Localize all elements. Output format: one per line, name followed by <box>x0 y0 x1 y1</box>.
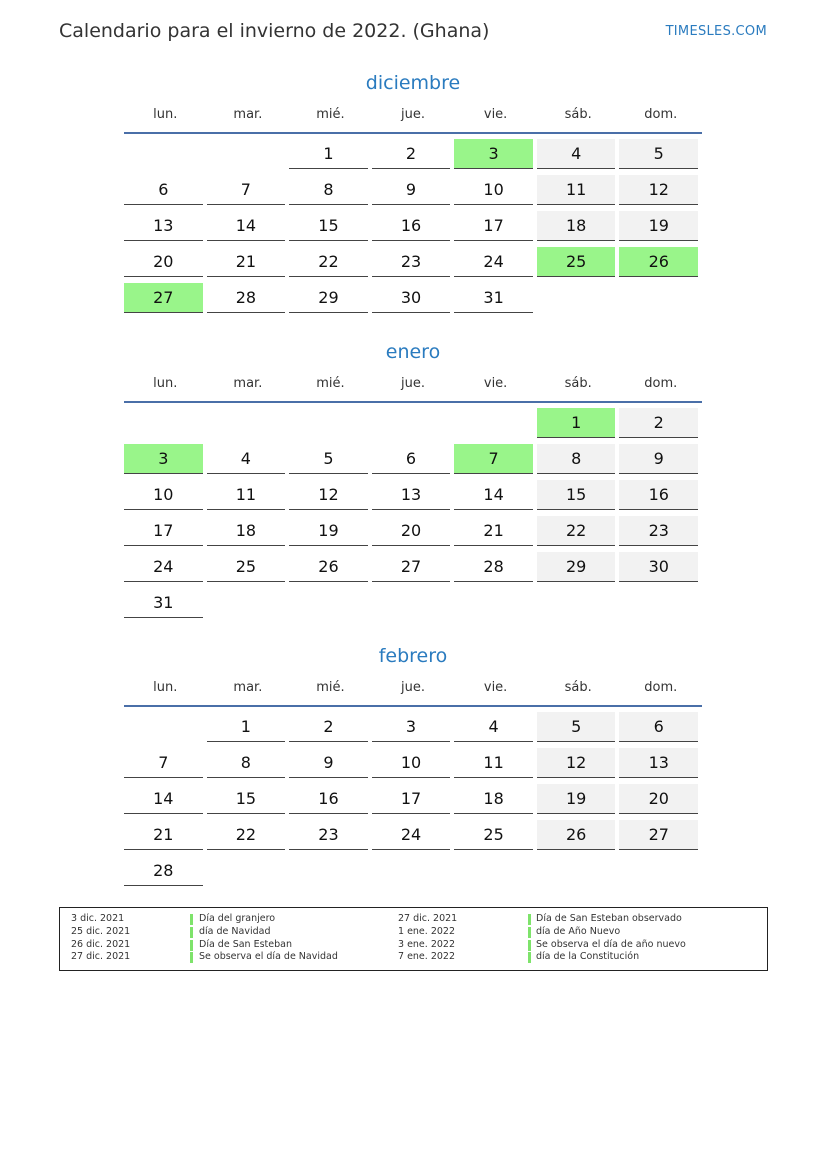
day-cell <box>372 552 455 588</box>
day-cell <box>372 175 455 211</box>
day-number: 10 <box>124 480 203 510</box>
day-number: 1 <box>289 139 368 169</box>
day-cell <box>537 820 620 856</box>
legend-color-marker <box>528 914 531 925</box>
weekday-label: sáb. <box>564 680 592 695</box>
day-number: 3 <box>124 444 203 474</box>
holiday-day-cell <box>454 444 537 480</box>
day-number: 29 <box>289 283 368 313</box>
day-number: 15 <box>207 784 286 814</box>
week-row <box>124 480 702 516</box>
day-cell <box>289 175 372 211</box>
empty-day <box>454 856 537 892</box>
day-cell <box>207 552 290 588</box>
empty-day <box>207 139 290 175</box>
holiday-day-cell <box>124 283 207 319</box>
legend-color-marker <box>528 952 531 963</box>
empty-day <box>537 588 620 624</box>
page-title: Calendario para el invierno de 2022. (Ghana) <box>59 20 490 42</box>
day-cell <box>619 139 702 175</box>
weekday-label: lun. <box>153 107 178 122</box>
day-cell <box>289 444 372 480</box>
day-number: 14 <box>207 211 286 241</box>
day-cell <box>289 480 372 516</box>
week-row <box>124 820 702 856</box>
day-cell <box>207 748 290 784</box>
week-row <box>124 552 702 588</box>
day-number: 23 <box>289 820 368 850</box>
day-number: 11 <box>454 748 533 778</box>
day-cell <box>619 480 702 516</box>
day-number: 18 <box>454 784 533 814</box>
empty-day <box>289 408 372 444</box>
day-number: 21 <box>454 516 533 546</box>
day-number: 20 <box>619 784 698 814</box>
day-cell <box>619 444 702 480</box>
day-number: 24 <box>372 820 451 850</box>
day-cell <box>619 408 702 444</box>
day-number: 11 <box>207 480 286 510</box>
day-number: 17 <box>454 211 533 241</box>
day-number: 7 <box>207 175 286 205</box>
month-title: febrero <box>378 645 448 667</box>
day-cell <box>454 712 537 748</box>
legend-row <box>60 939 767 952</box>
day-number: 30 <box>372 283 451 313</box>
day-number: 5 <box>289 444 368 474</box>
month-diciembre <box>124 70 702 319</box>
day-cell <box>207 516 290 552</box>
day-cell <box>124 480 207 516</box>
weekday-label: dom. <box>644 376 678 391</box>
weekday-label: sáb. <box>564 107 592 122</box>
day-cell <box>124 820 207 856</box>
day-number: 31 <box>454 283 533 313</box>
day-number: 19 <box>289 516 368 546</box>
holiday-legend <box>59 907 768 971</box>
day-cell <box>537 748 620 784</box>
week-row <box>124 784 702 820</box>
day-cell <box>537 552 620 588</box>
week-row <box>124 588 702 624</box>
day-number: 2 <box>289 712 368 742</box>
empty-day <box>124 139 207 175</box>
weekday-label: sáb. <box>564 376 592 391</box>
day-number: 3 <box>454 139 533 169</box>
week-row <box>124 247 702 283</box>
weekday-label: mar. <box>233 107 263 122</box>
day-cell <box>289 552 372 588</box>
day-number: 19 <box>619 211 698 241</box>
day-cell <box>619 784 702 820</box>
day-cell <box>372 820 455 856</box>
day-number: 9 <box>619 444 698 474</box>
day-grid <box>124 139 702 319</box>
empty-day <box>372 408 455 444</box>
day-number: 25 <box>207 552 286 582</box>
day-cell <box>207 712 290 748</box>
day-number: 26 <box>537 820 616 850</box>
week-row <box>124 748 702 784</box>
day-number: 22 <box>537 516 616 546</box>
weekday-label: lun. <box>153 680 178 695</box>
legend-date: 3 ene. 2022 <box>398 938 455 950</box>
weekday-label: jue. <box>401 376 426 391</box>
day-number: 1 <box>207 712 286 742</box>
day-cell <box>207 444 290 480</box>
day-cell <box>619 552 702 588</box>
day-cell <box>454 480 537 516</box>
legend-row <box>60 951 767 964</box>
day-number: 5 <box>537 712 616 742</box>
empty-day <box>537 283 620 319</box>
day-cell <box>289 247 372 283</box>
month-enero <box>124 339 702 624</box>
day-cell <box>207 211 290 247</box>
weekday-label: jue. <box>401 680 426 695</box>
day-number: 12 <box>289 480 368 510</box>
day-cell <box>372 516 455 552</box>
empty-day <box>372 588 455 624</box>
day-cell <box>537 784 620 820</box>
empty-day <box>207 588 290 624</box>
week-row <box>124 175 702 211</box>
weekday-label: mar. <box>233 680 263 695</box>
day-number: 28 <box>124 856 203 886</box>
month-febrero <box>124 643 702 892</box>
day-number: 26 <box>619 247 698 277</box>
day-cell <box>537 444 620 480</box>
day-number: 22 <box>207 820 286 850</box>
day-grid <box>124 712 702 892</box>
holiday-day-cell <box>124 444 207 480</box>
weekday-label: vie. <box>483 107 508 122</box>
day-cell <box>537 480 620 516</box>
day-number: 2 <box>372 139 451 169</box>
week-row <box>124 516 702 552</box>
day-number: 9 <box>289 748 368 778</box>
day-cell <box>537 712 620 748</box>
day-number: 24 <box>124 552 203 582</box>
day-cell <box>619 516 702 552</box>
day-number: 20 <box>372 516 451 546</box>
legend-holiday-name: día de Navidad <box>199 925 271 937</box>
day-number: 18 <box>207 516 286 546</box>
day-number: 8 <box>537 444 616 474</box>
weekday-header <box>124 375 702 393</box>
day-cell <box>124 516 207 552</box>
day-cell <box>207 480 290 516</box>
day-number: 10 <box>454 175 533 205</box>
month-divider <box>124 401 702 403</box>
day-number: 12 <box>619 175 698 205</box>
day-cell <box>124 748 207 784</box>
day-cell <box>537 211 620 247</box>
weekday-header <box>124 106 702 124</box>
legend-date: 27 dic. 2021 <box>71 951 131 963</box>
day-cell <box>454 820 537 856</box>
empty-day <box>372 856 455 892</box>
day-cell <box>289 283 372 319</box>
month-divider <box>124 132 702 134</box>
day-number: 6 <box>372 444 451 474</box>
day-number: 14 <box>454 480 533 510</box>
day-number: 28 <box>207 283 286 313</box>
legend-holiday-name: día de la Constitución <box>536 951 640 963</box>
weekday-label: vie. <box>483 376 508 391</box>
day-number: 16 <box>619 480 698 510</box>
day-cell <box>454 247 537 283</box>
day-cell <box>124 552 207 588</box>
legend-holiday-name: Se observa el día de Navidad <box>199 951 338 963</box>
day-number: 25 <box>537 247 616 277</box>
day-cell <box>372 444 455 480</box>
day-cell <box>124 588 207 624</box>
empty-day <box>454 588 537 624</box>
day-cell <box>454 211 537 247</box>
day-cell <box>454 552 537 588</box>
day-cell <box>207 820 290 856</box>
empty-day <box>124 712 207 748</box>
week-row <box>124 283 702 319</box>
legend-date: 25 dic. 2021 <box>71 925 131 937</box>
day-number: 3 <box>372 712 451 742</box>
weekday-label: dom. <box>644 680 678 695</box>
day-number: 17 <box>124 516 203 546</box>
legend-row <box>60 926 767 939</box>
day-cell <box>207 784 290 820</box>
holiday-day-cell <box>537 247 620 283</box>
empty-day <box>454 408 537 444</box>
day-cell <box>372 283 455 319</box>
day-number: 21 <box>124 820 203 850</box>
day-cell <box>454 283 537 319</box>
day-number: 23 <box>619 516 698 546</box>
day-number: 2 <box>619 408 698 438</box>
day-number: 30 <box>619 552 698 582</box>
day-number: 16 <box>372 211 451 241</box>
holiday-day-cell <box>619 247 702 283</box>
legend-date: 3 dic. 2021 <box>71 913 125 924</box>
day-number: 15 <box>289 211 368 241</box>
week-row <box>124 856 702 892</box>
legend-date: 26 dic. 2021 <box>71 938 131 950</box>
day-number: 5 <box>619 139 698 169</box>
day-cell <box>454 516 537 552</box>
day-number: 22 <box>289 247 368 277</box>
empty-day <box>207 856 290 892</box>
day-cell <box>289 139 372 175</box>
day-cell <box>537 516 620 552</box>
day-cell <box>454 748 537 784</box>
weekday-label: dom. <box>644 107 678 122</box>
day-number: 29 <box>537 552 616 582</box>
empty-day <box>537 856 620 892</box>
day-cell <box>372 712 455 748</box>
day-cell <box>207 283 290 319</box>
legend-holiday-name: Se observa el día de año nuevo <box>536 938 686 950</box>
week-row <box>124 444 702 480</box>
day-cell <box>619 211 702 247</box>
day-cell <box>619 712 702 748</box>
day-number: 13 <box>619 748 698 778</box>
holiday-day-cell <box>454 139 537 175</box>
day-cell <box>207 247 290 283</box>
legend-row <box>60 913 767 926</box>
day-cell <box>289 820 372 856</box>
week-row <box>124 712 702 748</box>
day-number: 8 <box>207 748 286 778</box>
day-number: 26 <box>289 552 368 582</box>
day-cell <box>124 175 207 211</box>
empty-day <box>124 408 207 444</box>
week-row <box>124 139 702 175</box>
weekday-header <box>124 679 702 697</box>
day-cell <box>289 784 372 820</box>
legend-holiday-name: Día de San Esteban <box>199 938 292 950</box>
empty-day <box>619 856 702 892</box>
day-cell <box>537 175 620 211</box>
day-cell <box>619 748 702 784</box>
day-cell <box>372 480 455 516</box>
day-cell <box>619 820 702 856</box>
day-cell <box>619 175 702 211</box>
day-cell <box>124 784 207 820</box>
legend-holiday-name: Día del granjero <box>199 913 276 924</box>
legend-holiday-name: Día de San Esteban observado <box>536 913 682 924</box>
day-number: 17 <box>372 784 451 814</box>
brand-link[interactable]: TIMESLES.COM <box>665 24 767 39</box>
day-cell <box>124 856 207 892</box>
day-number: 13 <box>372 480 451 510</box>
day-number: 23 <box>372 247 451 277</box>
weekday-label: mié. <box>316 107 345 122</box>
day-cell <box>537 139 620 175</box>
day-cell <box>124 211 207 247</box>
weekday-label: vie. <box>483 680 508 695</box>
week-row <box>124 211 702 247</box>
day-number: 27 <box>124 283 203 313</box>
day-cell <box>289 712 372 748</box>
day-cell <box>289 516 372 552</box>
month-title: enero <box>385 341 441 363</box>
day-number: 28 <box>454 552 533 582</box>
day-cell <box>124 247 207 283</box>
legend-color-marker <box>528 927 531 938</box>
empty-day <box>619 283 702 319</box>
weekday-label: jue. <box>401 107 426 122</box>
day-cell <box>372 139 455 175</box>
day-number: 11 <box>537 175 616 205</box>
day-cell <box>372 211 455 247</box>
day-cell <box>289 748 372 784</box>
empty-day <box>619 588 702 624</box>
day-number: 4 <box>537 139 616 169</box>
month-title: diciembre <box>365 72 461 94</box>
weekday-label: mié. <box>316 680 345 695</box>
empty-day <box>289 588 372 624</box>
day-number: 6 <box>124 175 203 205</box>
day-number: 20 <box>124 247 203 277</box>
day-number: 16 <box>289 784 368 814</box>
day-number: 15 <box>537 480 616 510</box>
day-number: 27 <box>372 552 451 582</box>
day-number: 6 <box>619 712 698 742</box>
day-number: 14 <box>124 784 203 814</box>
legend-date: 7 ene. 2022 <box>398 951 455 963</box>
week-row <box>124 408 702 444</box>
legend-date: 1 ene. 2022 <box>398 925 455 937</box>
day-number: 1 <box>537 408 616 438</box>
month-divider <box>124 705 702 707</box>
weekday-label: mar. <box>233 376 263 391</box>
day-cell <box>289 211 372 247</box>
day-number: 18 <box>537 211 616 241</box>
day-number: 24 <box>454 247 533 277</box>
day-number: 10 <box>372 748 451 778</box>
day-number: 12 <box>537 748 616 778</box>
day-grid <box>124 408 702 624</box>
day-number: 4 <box>207 444 286 474</box>
empty-day <box>207 408 290 444</box>
day-number: 9 <box>372 175 451 205</box>
legend-color-marker <box>528 940 531 951</box>
day-number: 7 <box>124 748 203 778</box>
day-cell <box>372 784 455 820</box>
day-number: 4 <box>454 712 533 742</box>
legend-date: 27 dic. 2021 <box>398 913 458 924</box>
day-number: 19 <box>537 784 616 814</box>
legend-column <box>60 913 767 964</box>
day-cell <box>372 748 455 784</box>
day-number: 25 <box>454 820 533 850</box>
weekday-label: lun. <box>153 376 178 391</box>
day-number: 27 <box>619 820 698 850</box>
day-cell <box>372 247 455 283</box>
day-cell <box>454 784 537 820</box>
weekday-label: mié. <box>316 376 345 391</box>
empty-day <box>289 856 372 892</box>
day-number: 13 <box>124 211 203 241</box>
day-number: 31 <box>124 588 203 618</box>
day-cell <box>454 175 537 211</box>
day-number: 7 <box>454 444 533 474</box>
day-number: 21 <box>207 247 286 277</box>
day-cell <box>207 175 290 211</box>
holiday-day-cell <box>537 408 620 444</box>
legend-holiday-name: día de Año Nuevo <box>536 925 621 937</box>
day-number: 8 <box>289 175 368 205</box>
